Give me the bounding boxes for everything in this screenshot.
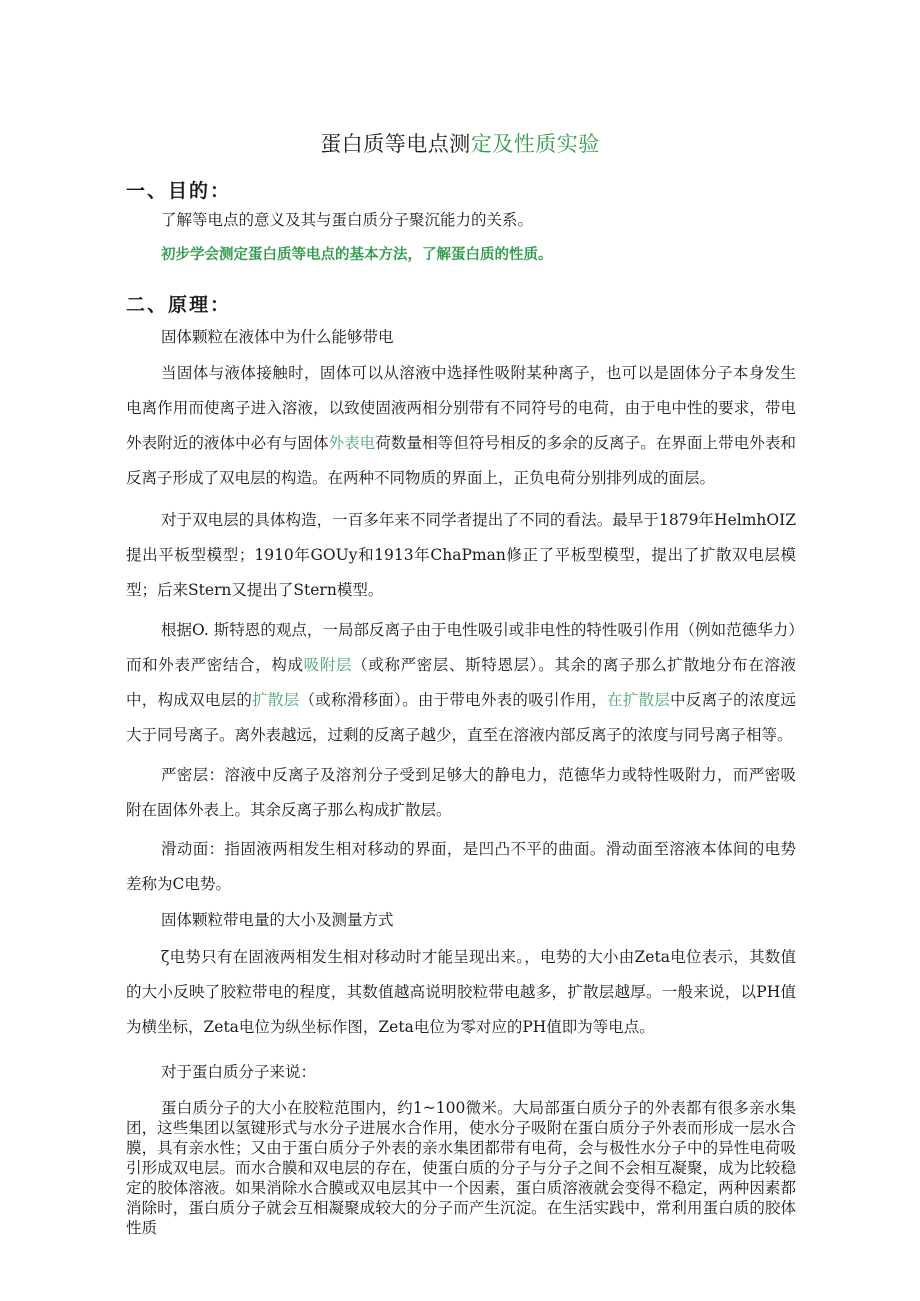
paragraph-zeta-potential: ζ电势只有在固液两相发生相对移动时才能呈现出来。，电势的大小由Zeta电位表示，其数值的大小反映了胶粒带电的程度，其数值越高说明胶粒带电越多，扩散层越厚。一般来说，以PH值为横坐标，Zeta电位为纵坐标作图，Zeta电位为零对应的PH值即为等电点。 [126,948,796,1036]
paragraph-double-layer-models: 对于双电层的具体构造，一百多年来不同学者提出了不同的看法。最早于1879年HelmhOIZ提出平板型模型；1910年GOUy和1913年ChaPman修正了平板型模型，提出了扩散双电层模型；后来Stern又提出了Stern模型。 [126,511,796,599]
subheading-why-charged: 固体颗粒在液体中为什么能够带电 [161,328,394,346]
section-heading-purpose: 一、目的： [126,180,232,202]
highlight-in-diffuse-layer: 在扩散层 [607,691,671,709]
paragraph-compact-layer: 严密层：溶液中反离子及溶剂分子受到足够大的静电力，范德华力或特性吸附力，而严密吸附在固体外表上。其余反离子那么构成扩散层。 [126,766,796,819]
document-title [0,128,920,158]
title-black: 蛋白质等电点测 [320,132,471,156]
highlight-diffuse-layer: 扩散层 [252,691,300,709]
paragraph-solid-liquid-contact: 当固体与液体接触时，固体可以从溶液中选择性吸附某种离子，也可以是固体分子本身发生电离作用而使离子进入溶液，以致使固液两相分别带有不同符号的电荷，由于电中性的要求，带电外表附近的液体中必有与固体外表电荷数量相等但符号相反的多余的反离子。在界面上带电外表和反离子形成了双电层的构造。在两种不同物质的界面上，正负电荷分别排列成的面层。 [126,364,796,487]
subheading-charge-measure: 固体颗粒带电量的大小及测量方式 [161,911,394,929]
highlight-surface-charge: 外表电 [328,434,376,452]
paragraph-stern-view: 根据O. 斯特恩的观点，一局部反离子由于电性吸引或非电性的特性吸引作用（例如范德华力）而和外表严密结合，构成吸附层（或称严密层、斯特恩层）。其余的离子那么扩散地分布在溶液中，构成双电层的扩散层（或称滑移面）。由于带电外表的吸引作用，在扩散层中反离子的浓度远大于同号离子。离外表越远，过剩的反离子越少，直至在溶液内部反离子的浓度与同号离子相等。 [126,621,796,744]
highlight-adsorption-layer: 吸附层 [303,656,353,674]
paragraph-slip-plane: 滑动面：指固液两相发生相对移动的界面，是凹凸不平的曲面。滑动面至溶液本体间的电势差称为C电势。 [126,840,796,893]
section-heading-principle: 二、原理： [126,294,232,316]
purpose-line-1: 了解等电点的意义及其与蛋白质分子聚沉能力的关系。 [161,211,534,229]
subheading-protein: 对于蛋白质分子来说： [161,1063,317,1081]
paragraph-protein-colloid: 蛋白质分子的大小在胶粒范围内，约1~100微米。大局部蛋白质分子的外表都有很多亲水集团，这些集团以氢键形式与水分子进展水合作用，使水分子吸附在蛋白质分子外表而形成一层水合膜，具有亲水性；又由于蛋白质分子外表的亲水集团都带有电荷，会与极性水分子中的异性电荷吸引形成双电层。而水合膜和双电层的存在，使蛋白质的分子与分子之间不会相互凝聚，成为比较稳定的胶体溶液。如果消除水合膜或双电层其中一个因素，蛋白质溶液就会变得不稳定，两种因素都消除时，蛋白质分子就会互相凝聚成较大的分子而产生沉淀。在生活实践中，常利用蛋白质的胶体性质 [126,1099,796,1237]
title-green: 定及性质实验 [470,132,600,156]
purpose-line-2: 初步学会测定蛋白质等电点的基本方法，了解蛋白质的性质。 [161,247,553,263]
